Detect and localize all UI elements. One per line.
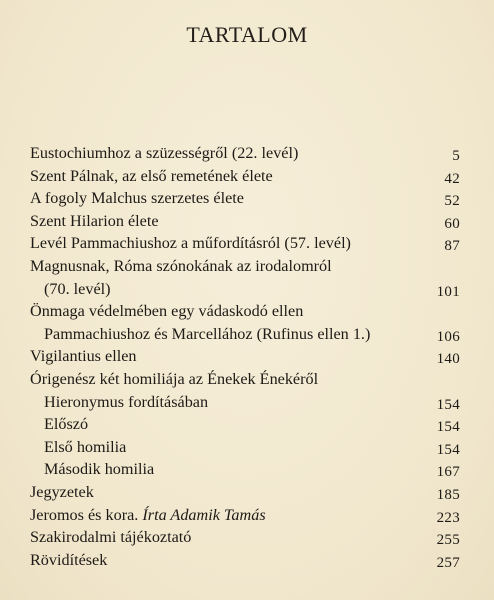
toc-entry-title: Önmaga védelmében egy vádaskodó ellen (30, 302, 304, 321)
toc-entry (30, 165, 460, 188)
table-of-contents (30, 142, 460, 571)
toc-page-number: 106 (436, 328, 460, 345)
toc-entry-title: Szent Pálnak, az első remetének élete (30, 166, 273, 185)
toc-entry-title: Előszó (44, 415, 89, 434)
toc-entry (30, 210, 460, 233)
toc-page-number: 140 (436, 351, 460, 368)
toc-entry (30, 368, 460, 391)
toc-entry-title: Eustochiumhoz a szüzességről (22. levél) (30, 144, 299, 162)
toc-page-number: 255 (436, 532, 460, 549)
toc-entry-title-main: Jeromos és kora. (30, 505, 143, 524)
toc-entry-title: Rövidítések (30, 550, 108, 569)
toc-entry (30, 481, 460, 504)
toc-page-number: 154 (436, 396, 460, 413)
toc-entry (30, 142, 460, 165)
toc-entry-continuation (30, 278, 460, 301)
toc-subentry (30, 391, 460, 414)
toc-subentry (30, 458, 460, 481)
toc-entry-title: Szent Hilarion élete (30, 211, 159, 230)
toc-entry-title: Második homilia (44, 460, 155, 479)
toc-entry (30, 255, 460, 278)
toc-page-number: 5 (452, 148, 460, 164)
toc-entry (30, 345, 460, 368)
toc-entry-title: Pammachiushoz és Marcellához (Rufinus ellen 1.) (44, 324, 371, 343)
toc-entry (30, 232, 460, 255)
toc-page-number: 257 (436, 554, 460, 571)
toc-entry-title (30, 506, 266, 524)
toc-page-number: 60 (444, 215, 460, 232)
toc-entry-author: Írta Adamik Tamás (142, 505, 266, 524)
toc-entry-title: (70. levél) (44, 279, 111, 298)
page-title: TARTALOM (186, 22, 308, 47)
toc-entry (30, 549, 460, 572)
toc-entry (30, 300, 460, 323)
toc-entry (30, 504, 460, 527)
toc-entry (30, 526, 460, 549)
toc-entry-title: Szakirodalmi tájékoztató (30, 528, 192, 547)
toc-page-number: 52 (444, 193, 460, 210)
toc-entry-continuation (30, 323, 460, 346)
toc-page-number: 42 (444, 170, 460, 187)
toc-page-number: 223 (436, 509, 460, 526)
toc-entry-title: Hieronymus fordításában (44, 392, 209, 411)
toc-subentry (30, 436, 460, 459)
toc-page-number: 167 (436, 464, 460, 481)
toc-entry-title: A fogoly Malchus szerzetes élete (30, 189, 244, 208)
toc-page-number: 101 (436, 283, 460, 300)
toc-page-number: 154 (436, 441, 460, 458)
toc-subentry (30, 413, 460, 436)
toc-page-number: 87 (444, 238, 460, 255)
toc-entry (30, 187, 460, 210)
toc-entry-title: Első homilia (44, 437, 127, 456)
toc-page-number: 185 (436, 486, 460, 503)
toc-entry-title: Vigilantius ellen (30, 347, 137, 366)
toc-entry-title: Magnusnak, Róma szónokának az irodalomról (30, 256, 332, 275)
toc-entry-title: Levél Pammachiushoz a műfordításról (57. levél) (30, 234, 351, 253)
toc-entry-title: Órigenész két homiliája az Énekek Énekéről (30, 369, 319, 388)
toc-page-number: 154 (436, 419, 460, 436)
toc-entry-title: Jegyzetek (30, 482, 94, 501)
